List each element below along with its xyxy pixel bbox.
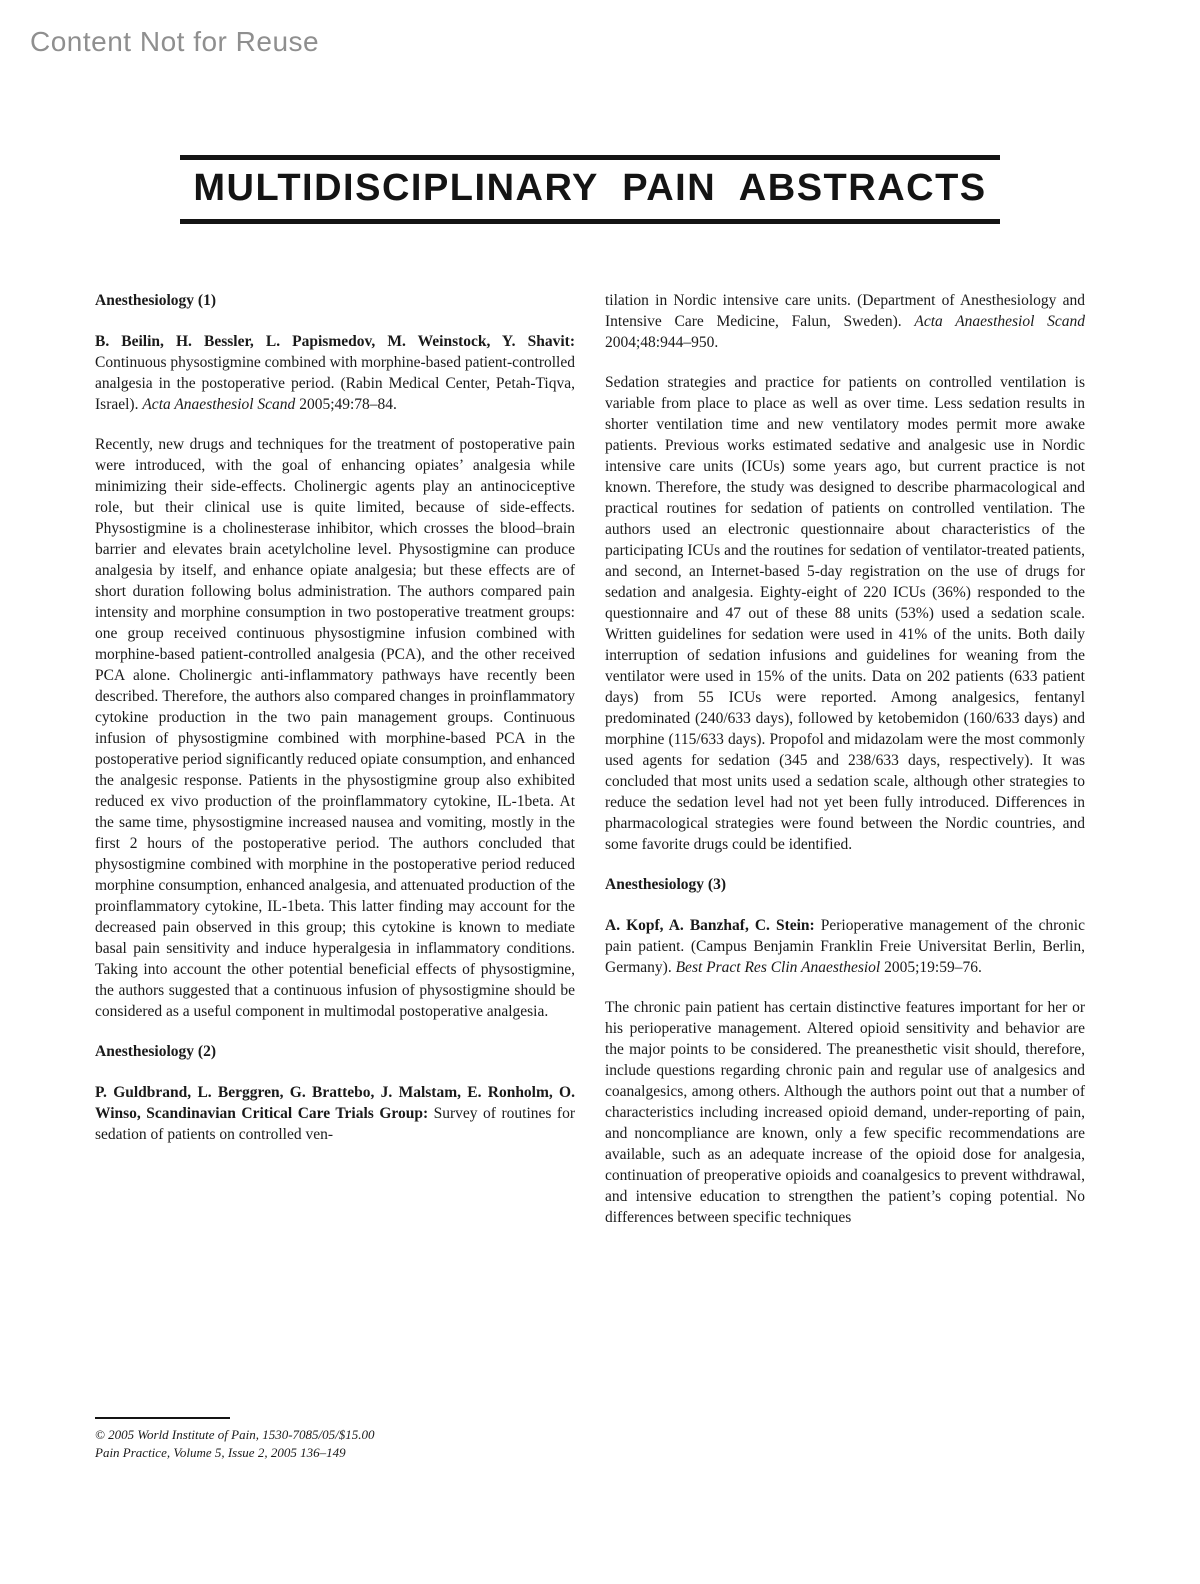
citation-paragraph [605,290,1085,353]
page-title: MULTIDISCIPLINARY PAIN ABSTRACTS [193,167,987,209]
text-segment: tilation in Nordic intensive care units. (Department of Anesthesiology and Intensive Care Medicine, Falun, Sweden). [605,292,1085,330]
abstract-heading: Anesthesiology (1) [95,292,216,309]
text-segment: Continuous physostigmine combined with morphine-based patient-controlled analgesia in the postoperative period. (Rabin Medical Center, Petah-Tiqva, Israel). [95,354,575,413]
text-segment: Survey of routines for sedation of patients on controlled ven- [95,1105,575,1143]
citation-paragraph [95,1082,575,1145]
abstract-heading: Anesthesiology (3) [605,876,726,893]
text-segment: Sedation strategies and practice for patients on controlled ventilation is variable from place to place as well as over time. Less sedation results in shorter ventilation time and new ventilatory modes permit more awake patients. Previous works estimated sedative and analgesic use in Nordic intensive care units (ICUs) some years ago, but current practice is not known. Therefore, the study was designed to describe pharmacological and practical routines for sedation of patients on controlled ventilation. The authors used an electronic questionnaire about characteristics of the participating ICUs and the routines for sedation of ventilator-treated patients, and second, an Internet-based 5-day registration on the use of drugs for sedation and analgesia. Eighty-eight of 220 ICUs (36%) responded to the questionnaire and 47 out of these 88 units (53%) used a sedation scale. Written guidelines for sedation were used in 41% of the units. Both daily interruption of sedation infusions and guidelines for weaning from the ventilator were used in 15% of the units. Data on 202 patients (633 patient days) from 55 ICUs were reported. Among analgesics, fentanyl predominated (240/633 days), followed by ketobemidon (160/633 days) and morphine (115/633 days). Propofol and midazolam were the most commonly used agents for sedation (345 and 238/633 days, respectively). It was concluded that most units used a sedation scale, although other strategies to reduce the sedation level had not yet been fully introduced. Differences in pharmacological strategies were found between the Nordic countries, and some favorite drugs could be identified. [605,374,1085,853]
copyright-line: © 2005 World Institute of Pain, 1530-7085/05/$15.00 [95,1427,375,1442]
body-paragraph [95,434,575,1022]
text-segment: Best Pract Res Clin Anaesthesiol [675,959,881,976]
right-column [605,290,1085,1247]
citation-paragraph [95,331,575,415]
citation-paragraph [605,915,1085,978]
title-top-rule [180,155,1000,160]
abstract-heading: Anesthesiology (2) [95,1043,216,1060]
text-segment: 2005;49:78–84. [295,396,397,413]
journal-issue-line: Pain Practice, Volume 5, Issue 2, 2005 136–149 [95,1445,346,1460]
body-paragraph [605,372,1085,855]
text-segment: B. Beilin, H. Bessler, L. Papismedov, M. Weinstock, Y. Shavit: [95,333,575,350]
text-segment: A. Kopf, A. Banzhaf, C. Stein: [605,917,821,934]
title-bottom-rule [180,219,1000,224]
body-paragraph [605,997,1085,1228]
page-footer [95,1417,575,1462]
footer-rule [95,1417,230,1419]
text-segment: 2005;19:59–76. [880,959,982,976]
abstract-columns [95,290,1085,1247]
text-segment: The chronic pain patient has certain distinctive features important for her or his perioperative management. Altered opioid sensitivity and behavior are the major points to be considered. The preanesthetic visit should, therefore, include questions regarding chronic pain and regular use of analgesics and coanalgesics, among others. Although the authors point out that a number of characteristics including increased opioid demand, under-reporting of pain, and noncompliance are known, only a few specific recommendations are available, such as an adequate increase of the opioid dose for analgesia, continuation of preoperative opioids and coanalgesics to prevent withdrawal, and intensive education to strengthen the patient’s coping potential. No differences between specific techniques [605,999,1085,1226]
watermark-text: Content Not for Reuse [30,26,320,57]
text-segment: P. Guldbrand, L. Berggren, G. Brattebo, J. Malstam, E. Ronholm, O. Winso, Scandinavian Critical Care Trials Group: [95,1084,575,1122]
text-segment: 2004;48:944–950. [605,334,719,351]
left-column [95,290,575,1247]
text-segment: Acta Anaesthesiol Scand [914,313,1086,330]
text-segment: Acta Anaesthesiol Scand [142,396,296,413]
text-segment: Perioperative management of the chronic pain patient. (Campus Benjamin Franklin Freie Universitat Berlin, Berlin, Germany). [605,917,1085,976]
text-segment: Recently, new drugs and techniques for the treatment of postoperative pain were introduced, with the goal of enhancing opiates’ analgesia while minimizing their side-effects. Cholinergic agents play an antinociceptive role, but their clinical use is quite limited, because of side-effects. Physostigmine is a cholinesterase inhibitor, which crosses the blood–brain barrier and elevates brain acetylcholine level. Physostigmine can produce analgesia by itself, and enhance opiate analgesia; but these effects are of short duration following bolus administration. The authors compared pain intensity and morphine consumption in two postoperative treatment groups: one group received continuous physostigmine infusion combined with morphine-based patient-controlled analgesia (PCA), and the other received PCA alone. Cholinergic anti-inflammatory pathways have recently been described. Therefore, the authors also compared changes in proinflammatory cytokine production in the two pain management groups. Continuous infusion of physostigmine combined with morphine-based PCA in the postoperative period significantly reduced opiate consumption, and enhanced the analgesic response. Patients in the physostigmine group also exhibited reduced ex vivo production of the proinflammatory cytokine, IL-1beta. At the same time, physostigmine increased nausea and vomiting, mostly in the first 2 hours of the postoperative period. The authors concluded that physostigmine combined with morphine in the postoperative period reduced morphine consumption, enhanced analgesia, and attenuated production of the proinflammatory cytokine, IL-1beta. This latter finding may account for the decreased pain observed in this group; this cytokine is known to mediate basal pain sensitivity and induce hyperalgesia in inflammatory conditions. Taking into account the other potential beneficial effects of physostigmine, the authors suggested that a continuous infusion of physostigmine should be considered as a useful component in multimodal postoperative analgesia. [95,436,575,1020]
page-header [180,155,1000,224]
